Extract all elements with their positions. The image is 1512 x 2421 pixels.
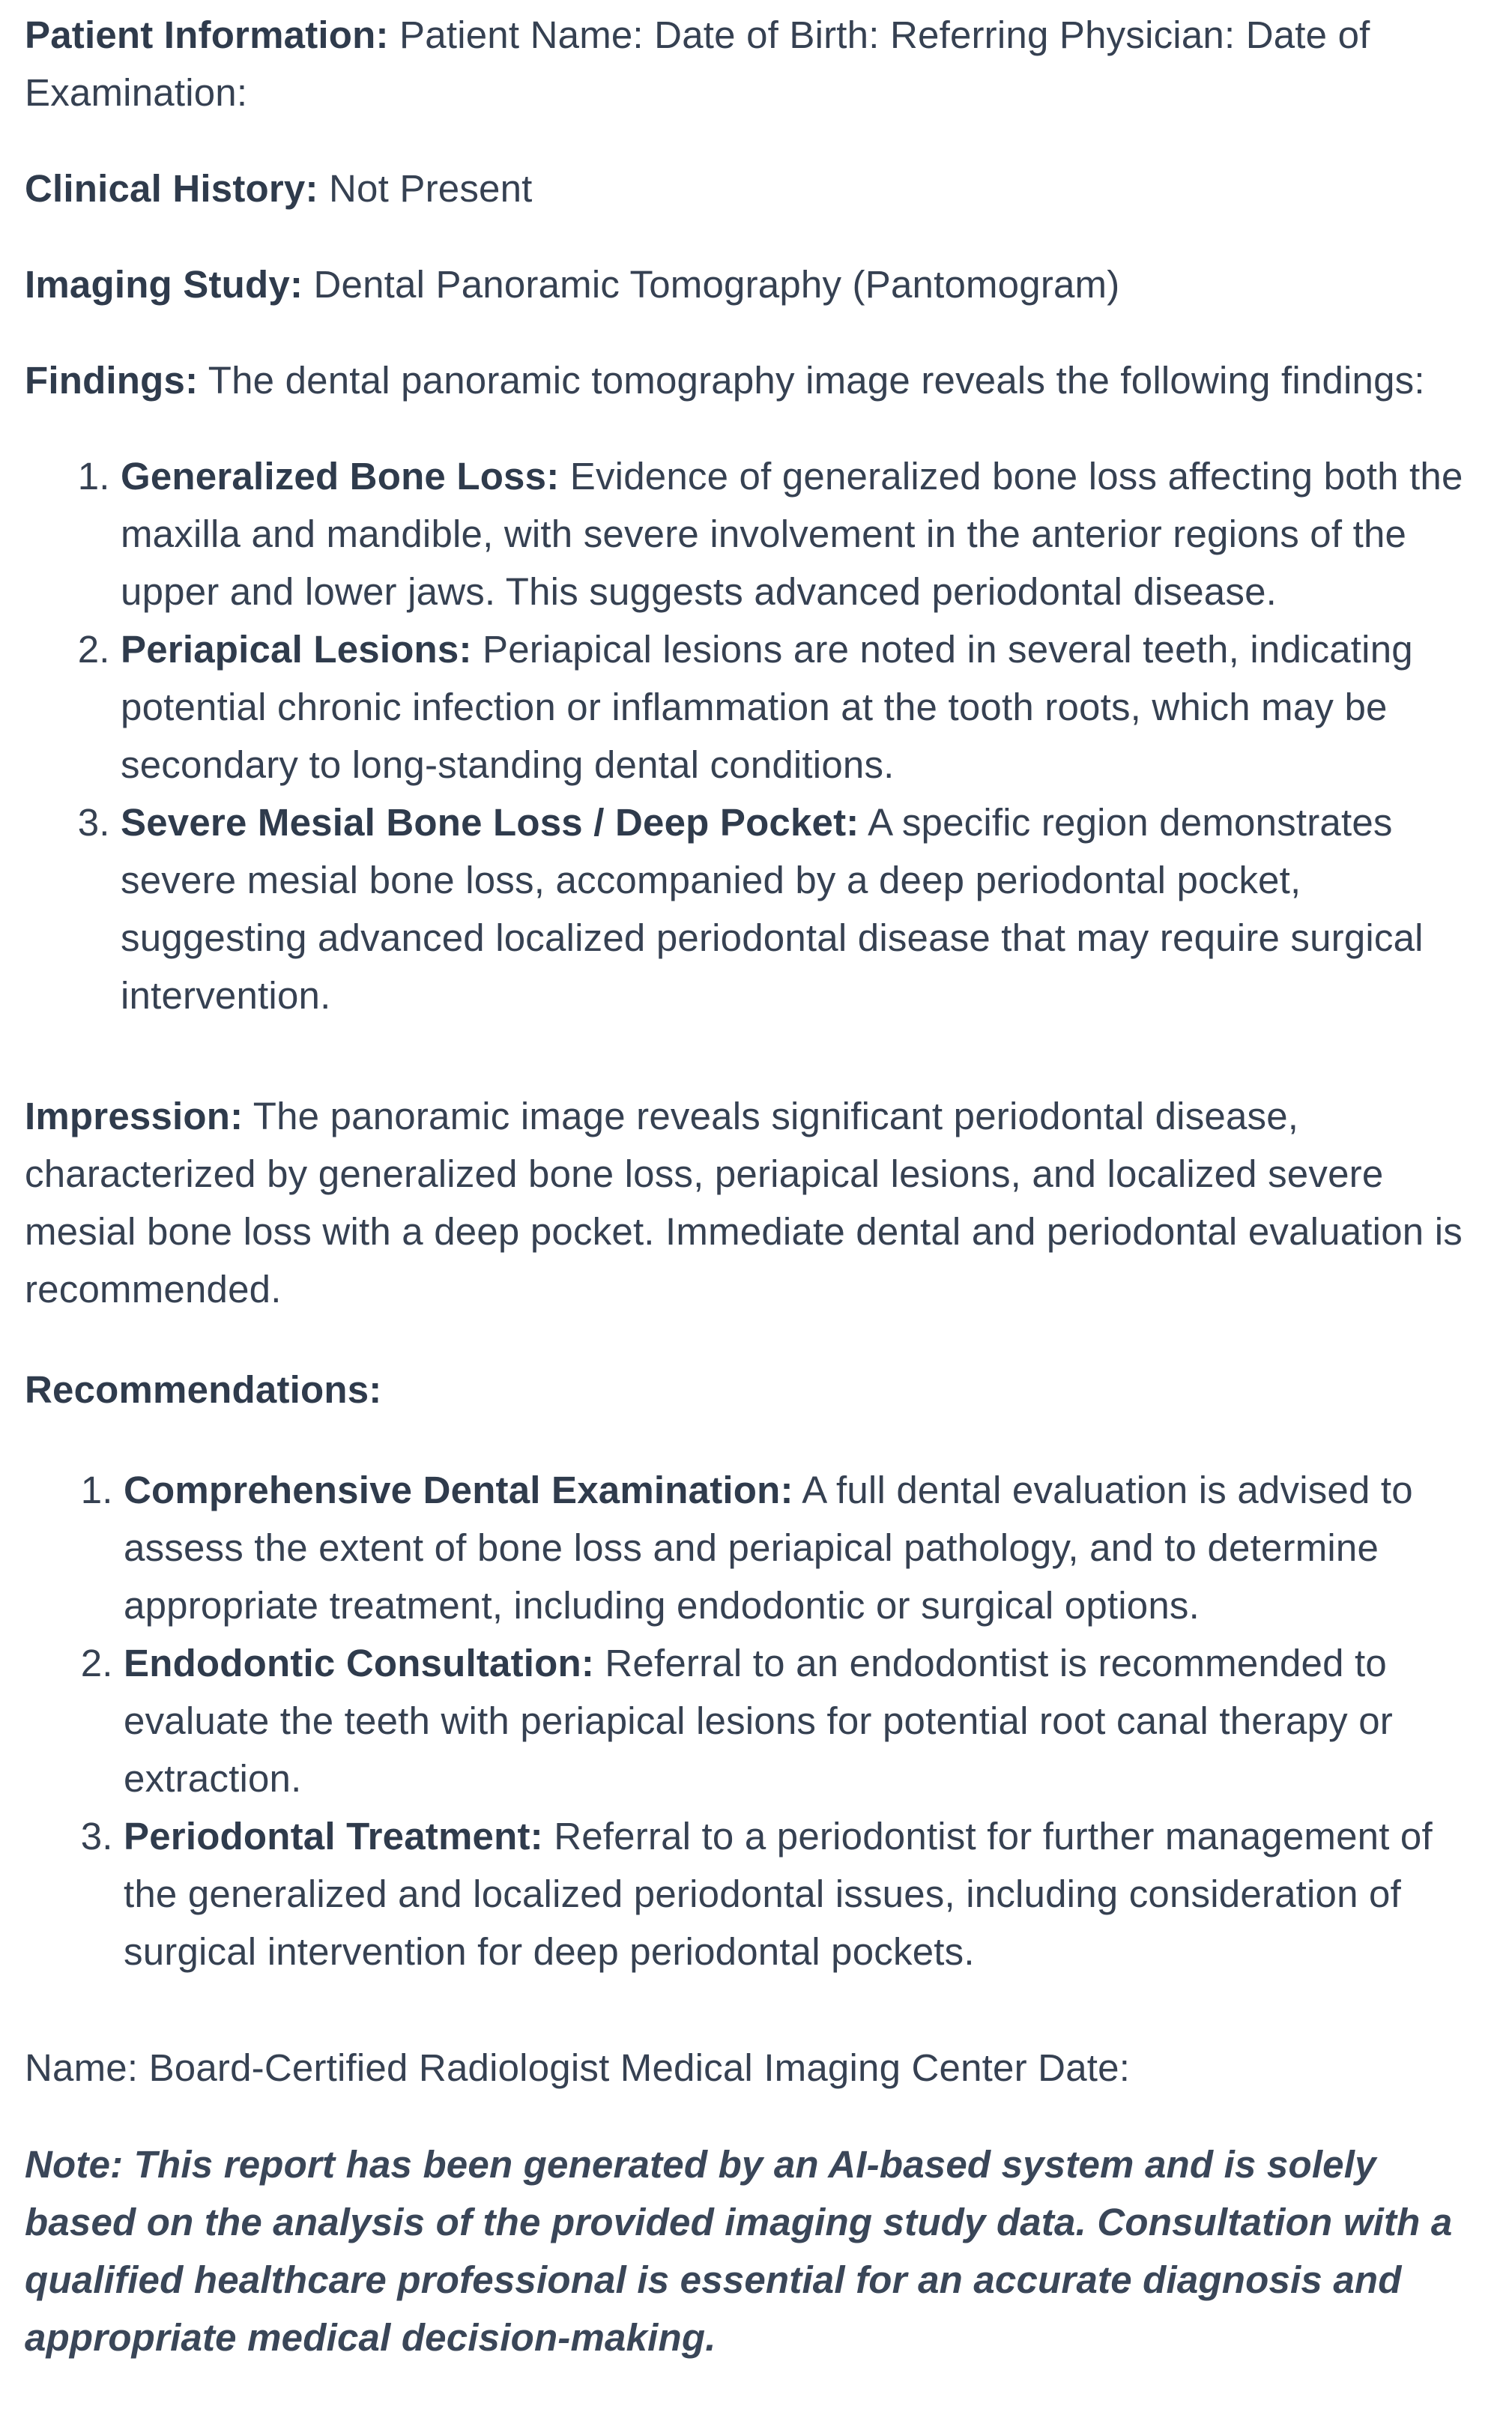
finding-text: Periapical lesions are noted in several teeth, indicating potential chronic infection or inflammation at the tooth roots, which may be secondary to long-standing dental conditions. — [121, 628, 1413, 786]
patient-information-text: Patient Name: Date of Birth: Referring Physician: Date of Examination: — [25, 13, 1370, 114]
recommendation-text: Referral to a periodontist for further management of the generalized and localized periodontal issues, including consideration of surgical intervention for deep periodontal pockets. — [124, 1815, 1433, 1973]
signature-line: Name: Board-Certified Radiologist Medical Imaging Center Date: — [25, 2046, 1131, 2089]
imaging-study-section — [25, 256, 1487, 313]
finding-text: A specific region demonstrates severe mesial bone loss, accompanied by a deep periodontal pocket, suggesting advanced localized periodontal disease that may require surgical intervention. — [121, 801, 1424, 1017]
recommendation-text: Referral to an endodontist is recommended to evaluate the teeth with periapical lesions for potential root canal therapy or extraction. — [124, 1642, 1393, 1800]
patient-information-label: Patient Information: — [25, 13, 389, 56]
finding-title: Periapical Lesions: — [121, 628, 472, 671]
finding-text: Evidence of generalized bone loss affecting both the maxilla and mandible, with severe involvement in the anterior regions of the upper and lower jaws. This suggests advanced periodontal disease. — [121, 455, 1463, 613]
clinical-history-text: Not Present — [329, 167, 533, 210]
patient-information-section — [25, 6, 1487, 121]
findings-list — [25, 447, 1487, 1024]
finding-item — [121, 620, 1487, 794]
recommendation-text: A full dental evaluation is advised to assess the extent of bone loss and periapical pathology, and to determine appropriate treatment, including endodontic or surgical options. — [124, 1469, 1413, 1627]
findings-intro-text: The dental panoramic tomography image reveals the following findings: — [208, 359, 1425, 402]
findings-label: Findings: — [25, 359, 199, 402]
recommendations-list — [25, 1461, 1487, 1980]
imaging-study-text: Dental Panoramic Tomography (Pantomogram) — [313, 263, 1120, 306]
recommendation-item — [124, 1807, 1487, 1980]
recommendation-title: Endodontic Consultation: — [124, 1642, 595, 1684]
clinical-history-section — [25, 160, 1487, 217]
recommendation-item — [124, 1461, 1487, 1634]
impression-section — [25, 1087, 1487, 1318]
finding-title: Generalized Bone Loss: — [121, 455, 560, 498]
ai-disclaimer-note: Note: This report has been generated by an AI-based system and is solely based on the analysis of the provided imaging study data. Consultation with a qualified healthcare professional is essential for an accurate diagnosis and appropriate medical decision-making. — [25, 2143, 1453, 2359]
recommendations-label: Recommendations: — [25, 1368, 382, 1411]
findings-section — [25, 351, 1487, 409]
clinical-history-label: Clinical History: — [25, 167, 318, 210]
impression-text: The panoramic image reveals significant periodontal disease, characterized by generalized bone loss, periapical lesions, and localized severe mesial bone loss with a deep pocket. Immediate dental and periodontal evaluation is recommended. — [25, 1095, 1463, 1311]
recommendation-title: Periodontal Treatment: — [124, 1815, 543, 1858]
finding-title: Severe Mesial Bone Loss / Deep Pocket: — [121, 801, 859, 844]
recommendations-heading — [25, 1361, 1487, 1418]
recommendation-item — [124, 1634, 1487, 1807]
finding-item — [121, 447, 1487, 620]
recommendation-title: Comprehensive Dental Examination: — [124, 1469, 793, 1511]
finding-item — [121, 794, 1487, 1024]
imaging-study-label: Imaging Study: — [25, 263, 303, 306]
impression-label: Impression: — [25, 1095, 244, 1137]
